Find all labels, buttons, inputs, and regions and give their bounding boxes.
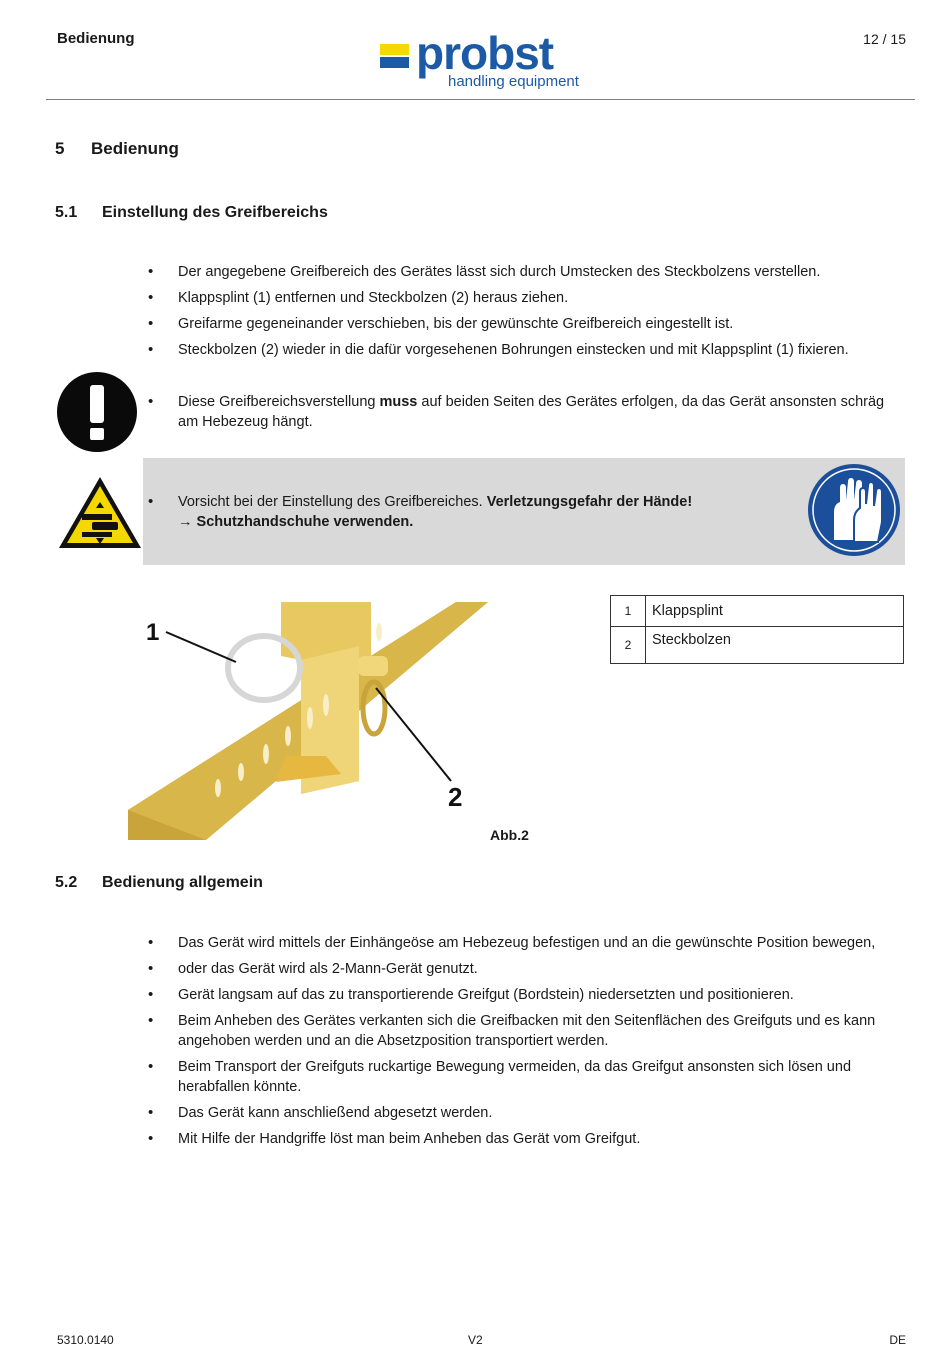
list-item: • Klappsplint (1) entfernen und Steckbolzen (2) heraus ziehen. xyxy=(145,288,905,308)
parts-legend-table xyxy=(610,595,904,664)
section-number: 5.2 xyxy=(55,874,78,891)
probst-logo xyxy=(378,27,593,94)
legend-number: 2 xyxy=(611,627,646,664)
operation-steps-list xyxy=(145,933,905,1155)
table-row xyxy=(611,596,904,627)
footer-version: V2 xyxy=(468,1333,483,1347)
footer-doc-number: 5310.0140 xyxy=(57,1333,114,1347)
list-item: • Gerät langsam auf das zu transportierende Greifgut (Bordstein) niedersetzten und positionieren. xyxy=(145,985,905,1005)
table-row xyxy=(611,627,904,664)
legend-number: 1 xyxy=(611,596,646,627)
section-number: 5 xyxy=(55,139,65,158)
list-item: • Beim Transport der Greifguts ruckartige Bewegung vermeiden, da das Greifgut ansonsten sich lösen und herabfallen könnte. xyxy=(145,1057,905,1097)
protective-gloves-icon xyxy=(806,462,902,558)
list-item: • Mit Hilfe der Handgriffe löst man beim Anheben das Gerät vom Greifgut. xyxy=(145,1129,905,1149)
logo-blue-bar xyxy=(380,57,409,68)
list-item: • Beim Anheben des Gerätes verkanten sich die Greifbacken mit den Seitenflächen des Greifguts und es kann angehoben werden und an die Absetzposition transportiert werden. xyxy=(145,1011,905,1051)
legend-label: Steckbolzen xyxy=(646,627,904,664)
figure-abb2-illustration xyxy=(126,596,496,842)
callout-2: 2 xyxy=(448,782,463,812)
section-title: Einstellung des Greifbereichs xyxy=(102,204,328,221)
hand-crush-hazard-icon xyxy=(56,474,144,552)
caution-text: • Vorsicht bei der Einstellung des Greifbereiches. Verletzungsgefahr der Hände! → Schutzhandschuhe verwenden. xyxy=(145,492,905,532)
list-item: • Steckbolzen (2) wieder in die dafür vorgesehenen Bohrungen einstecken und mit Klappsplint (1) fixieren. xyxy=(145,340,905,360)
section-5-1-heading xyxy=(55,204,328,222)
legend-label: Klappsplint xyxy=(646,596,904,627)
figure-caption: Abb.2 xyxy=(490,827,529,843)
exclamation-warning-icon xyxy=(56,371,138,453)
list-item: • Das Gerät kann anschließend abgesetzt werden. xyxy=(145,1103,905,1123)
list-item: • Das Gerät wird mittels der Einhängeöse am Hebezeug befestigen und an die gewünschte Position bewegen, xyxy=(145,933,905,953)
page-number: 12 / 15 xyxy=(863,31,906,47)
footer-language: DE xyxy=(889,1333,906,1347)
adjustment-steps-list xyxy=(145,262,905,366)
section-5-heading xyxy=(55,139,179,159)
section-title: Bedienung allgemein xyxy=(102,874,263,891)
notice-text: • Diese Greifbereichsverstellung muss auf beiden Seiten des Gerätes erfolgen, da das Gerät ansonsten schräg am Hebezeug hängt. xyxy=(145,392,905,432)
header-section-title: Bedienung xyxy=(57,30,135,47)
list-item: • Greifarme gegeneinander verschieben, bis der gewünschte Greifbereich eingestellt ist. xyxy=(145,314,905,334)
section-number: 5.1 xyxy=(55,204,78,221)
logo-subtitle: handling equipment xyxy=(448,73,579,90)
callout-1: 1 xyxy=(146,619,160,646)
logo-yellow-bar xyxy=(380,44,409,55)
caution-list xyxy=(145,492,905,538)
notice-list xyxy=(145,392,905,438)
logo-wordmark: probst xyxy=(416,27,554,79)
section-5-2-heading xyxy=(55,874,263,892)
list-item: • Der angegebene Greifbereich des Gerätes lässt sich durch Umstecken des Steckbolzens verstellen. xyxy=(145,262,905,282)
list-item: • oder das Gerät wird als 2-Mann-Gerät genutzt. xyxy=(145,959,905,979)
section-title: Bedienung xyxy=(91,139,179,158)
header-divider xyxy=(46,99,915,100)
